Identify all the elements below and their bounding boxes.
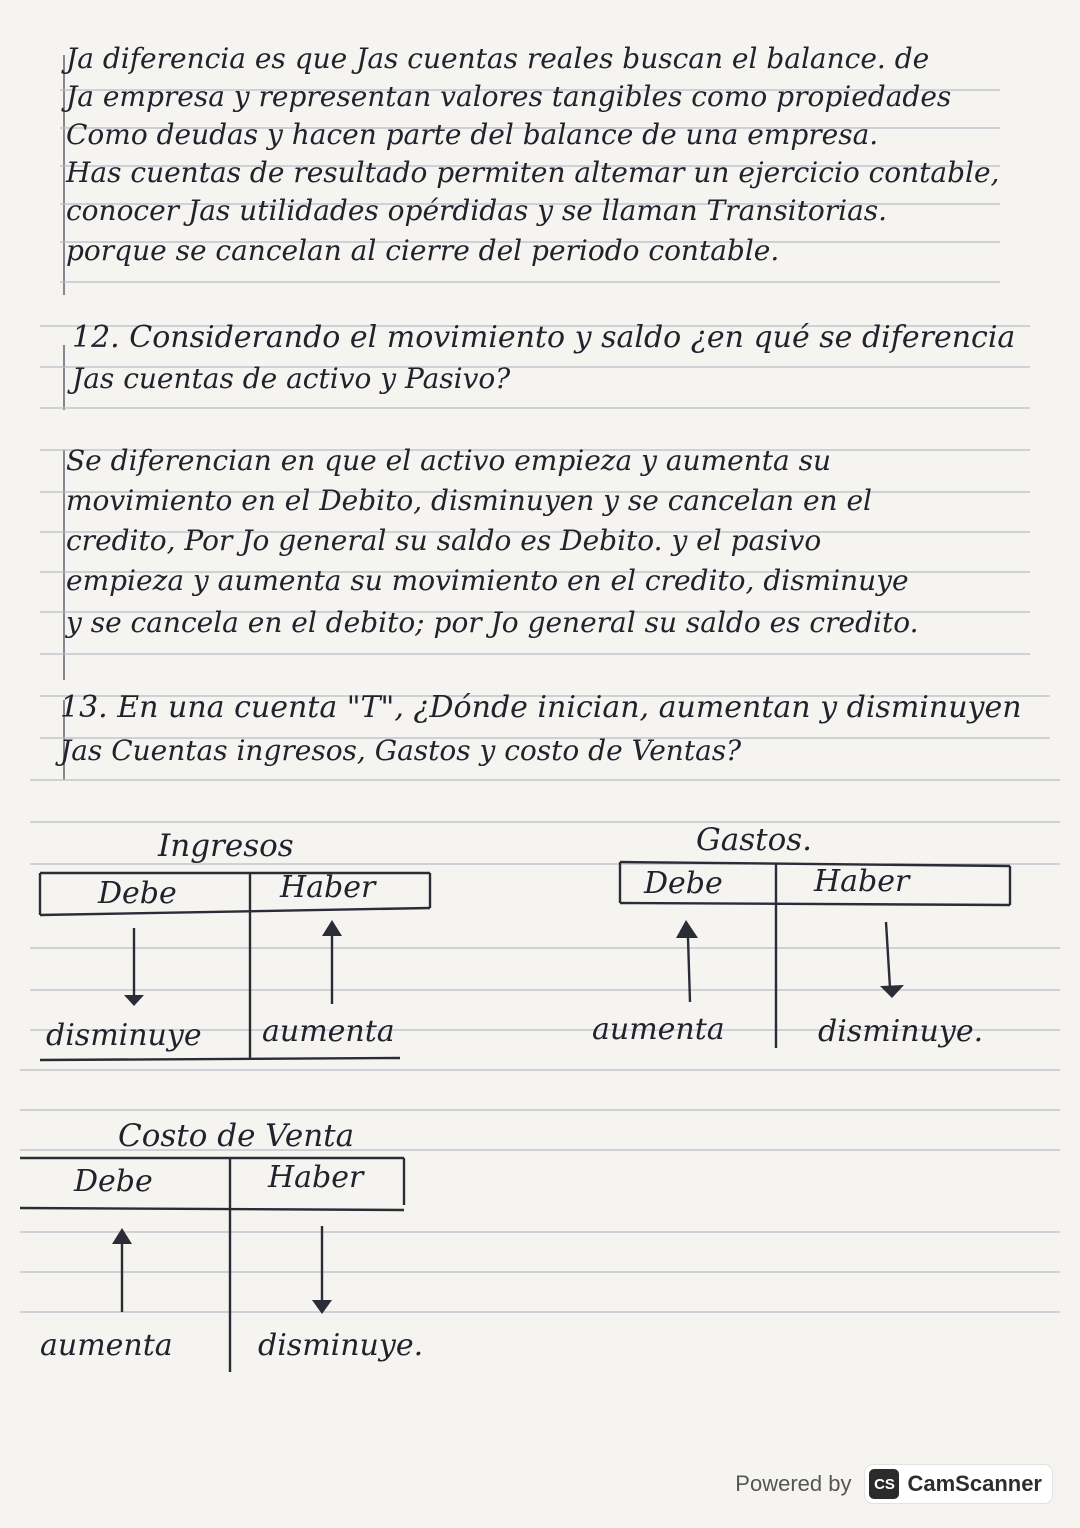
question12-line1: 12. Considerando el movimiento y saldo ¿en qué se diferencia	[72, 320, 1016, 355]
gastos-haber: Haber	[814, 864, 910, 899]
answer12-line5: y se cancela en el debito; por Jo general su saldo es credito.	[66, 606, 919, 639]
gastos-debe: Debe	[644, 866, 723, 901]
paragraph1-line6: porque se cancelan al cierre del periodo contable.	[66, 234, 780, 267]
paragraph1-line5: conocer Jas utilidades opérdidas y se llaman Transitorias.	[66, 194, 888, 227]
answer12-line4: empieza y aumenta su movimiento en el credito, disminuye	[66, 564, 909, 597]
question13-line1: 13. En una cuenta "T", ¿Dónde inician, aumentan y disminuyen	[60, 690, 1022, 725]
paragraph1-line1: Ja diferencia es que Jas cuentas reales buscan el balance. de	[66, 42, 930, 75]
paragraph1-line3: Como deudas y hacen parte del balance de una empresa.	[66, 118, 879, 151]
camscanner-logo-icon: CS	[869, 1469, 899, 1499]
gastos-title: Gastos.	[696, 822, 813, 858]
camscanner-watermark	[735, 1462, 1052, 1506]
costo-title: Costo de Venta	[118, 1118, 355, 1154]
question12-line2: Jas cuentas de activo y Pasivo?	[72, 362, 511, 395]
paragraph1-line4: Has cuentas de resultado permiten altemar un ejercicio contable,	[66, 156, 1000, 189]
gastos-debe-note: aumenta	[592, 1012, 725, 1047]
answer12-line1: Se diferencian en que el activo empieza y aumenta su	[66, 444, 831, 477]
ingresos-debe: Debe	[98, 876, 177, 911]
gastos-haber-note: disminuye.	[818, 1014, 984, 1049]
ingresos-title: Ingresos	[158, 828, 294, 864]
answer12-line2: movimiento en el Debito, disminuyen y se cancelan en el	[66, 484, 873, 517]
ingresos-haber-note: aumenta	[262, 1014, 395, 1049]
answer12-line3: credito, Por Jo general su saldo es Debito. y el pasivo	[66, 524, 822, 557]
ingresos-haber: Haber	[280, 870, 376, 905]
paragraph1-line2: Ja empresa y representan valores tangibles como propiedades	[66, 80, 952, 113]
costo-haber: Haber	[268, 1160, 364, 1195]
costo-debe: Debe	[74, 1164, 153, 1199]
costo-haber-note: disminuye.	[258, 1328, 424, 1363]
camscanner-brand: CamScanner	[907, 1471, 1042, 1496]
ingresos-debe-note: disminuye	[46, 1018, 202, 1053]
powered-by-text: Powered by	[735, 1471, 852, 1496]
camscanner-badge	[865, 1465, 1052, 1503]
question13-line2: Jas Cuentas ingresos, Gastos y costo de Ventas?	[60, 734, 742, 767]
costo-debe-note: aumenta	[40, 1328, 173, 1363]
